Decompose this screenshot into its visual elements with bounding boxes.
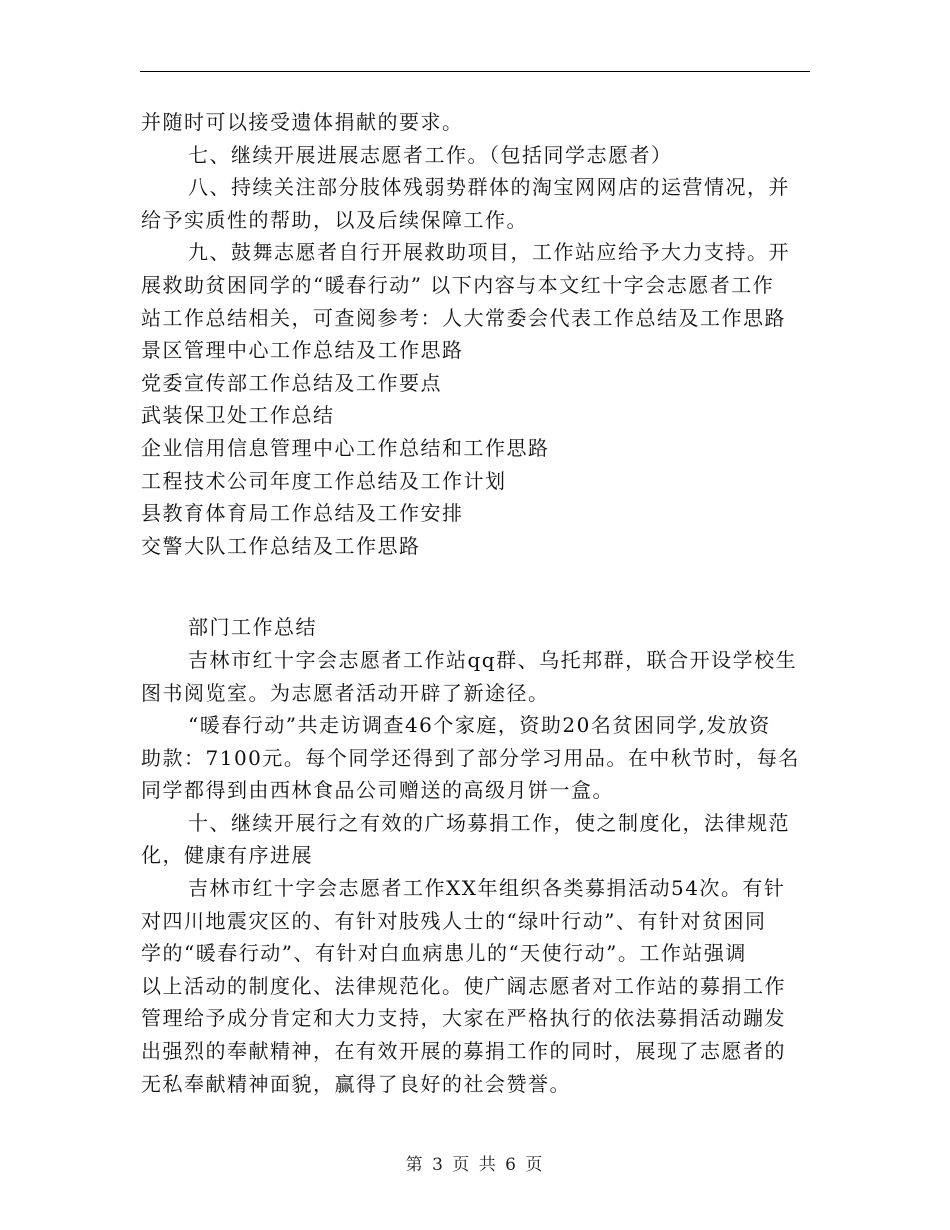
text-block-bottom [141,611,811,1100]
text-line: 无私奉献精神面貌，赢得了良好的社会赞誉。 [141,1071,571,1096]
text-line: 并随时可以接受遗体捐献的要求。 [141,110,464,134]
text-line: 工程技术公司年度工作总结及工作计划 [141,468,507,493]
text-line: 七、继续开展进展志愿者工作。（包括同学志愿者） [188,142,673,167]
text-line: 企业信用信息管理中心工作总结和工作思路 [141,435,550,460]
text-line: 十、继续开展行之有效的广场募捐工作，使之制度化，法律规范 [188,810,790,835]
text-line: 以上活动的制度化、法律规范化。使广阔志愿者对工作站的募捐工作 [141,973,786,998]
text-line: 助款：7100元。每个同学还得到了部分学习用品。在中秋节时，每名 [141,745,800,770]
text-line: 武装保卫处工作总结 [141,403,335,428]
text-line: 站工作总结相关，可查阅参考：人大常委会代表工作总结及工作思路 [141,305,786,330]
text-line: 八、持续关注部分肢体残弱势群体的淘宝网网店的运营情况，并 [188,175,790,200]
text-line: 部门工作总结 [188,615,317,640]
text-line: 学的“暖春行动”、有针对白血病患儿的“天使行动”。工作站强调 [141,941,747,966]
text-line: 图书阅览室。为志愿者活动开辟了新途径。 [141,680,550,705]
text-line: 给予实质性的帮助，以及后续保障工作。 [141,207,528,232]
text-line: 同学都得到由西林食品公司赠送的高级月饼一盒。 [141,778,614,803]
text-line: “暖春行动”共走访调查46个家庭，资助20名贫困同学,发放资 [188,713,771,738]
text-line: 管理给予成分肯定和大力支持，大家在严格执行的依法募捐活动蹦发 [141,1006,786,1031]
text-line: 化，健康有序进展 [141,843,313,868]
page-footer: 第 3 页 共 6 页 [405,1155,545,1175]
text-line: 吉林市红十字会志愿者工作XX年组织各类募捐活动54次。有针 [188,876,786,901]
document-body [141,106,811,1100]
text-block-top [141,106,811,562]
text-line: 吉林市红十字会志愿者工作站qq群、乌托邦群，联合开设学校生 [188,647,798,672]
text-line: 展救助贫困同学的“暖春行动” 以下内容与本文红十字会志愿者工作 [141,272,775,297]
text-line: 县教育体育局工作总结及工作安排 [141,501,464,526]
text-line: 出强烈的奉献精神，在有效开展的募捐工作的同时，展现了志愿者的 [141,1039,786,1064]
header-rule [140,71,810,72]
section-spacer [141,562,811,611]
text-line: 景区管理中心工作总结及工作思路 [141,338,464,363]
text-line: 九、鼓舞志愿者自行开展救助项目，工作站应给予大力支持。开 [188,240,790,265]
text-line: 党委宣传部工作总结及工作要点 [141,370,442,395]
text-line: 对四川地震灾区的、有针对肢残人士的“绿叶行动”、有针对贫困同 [141,908,767,933]
text-line: 交警大队工作总结及工作思路 [141,533,421,558]
